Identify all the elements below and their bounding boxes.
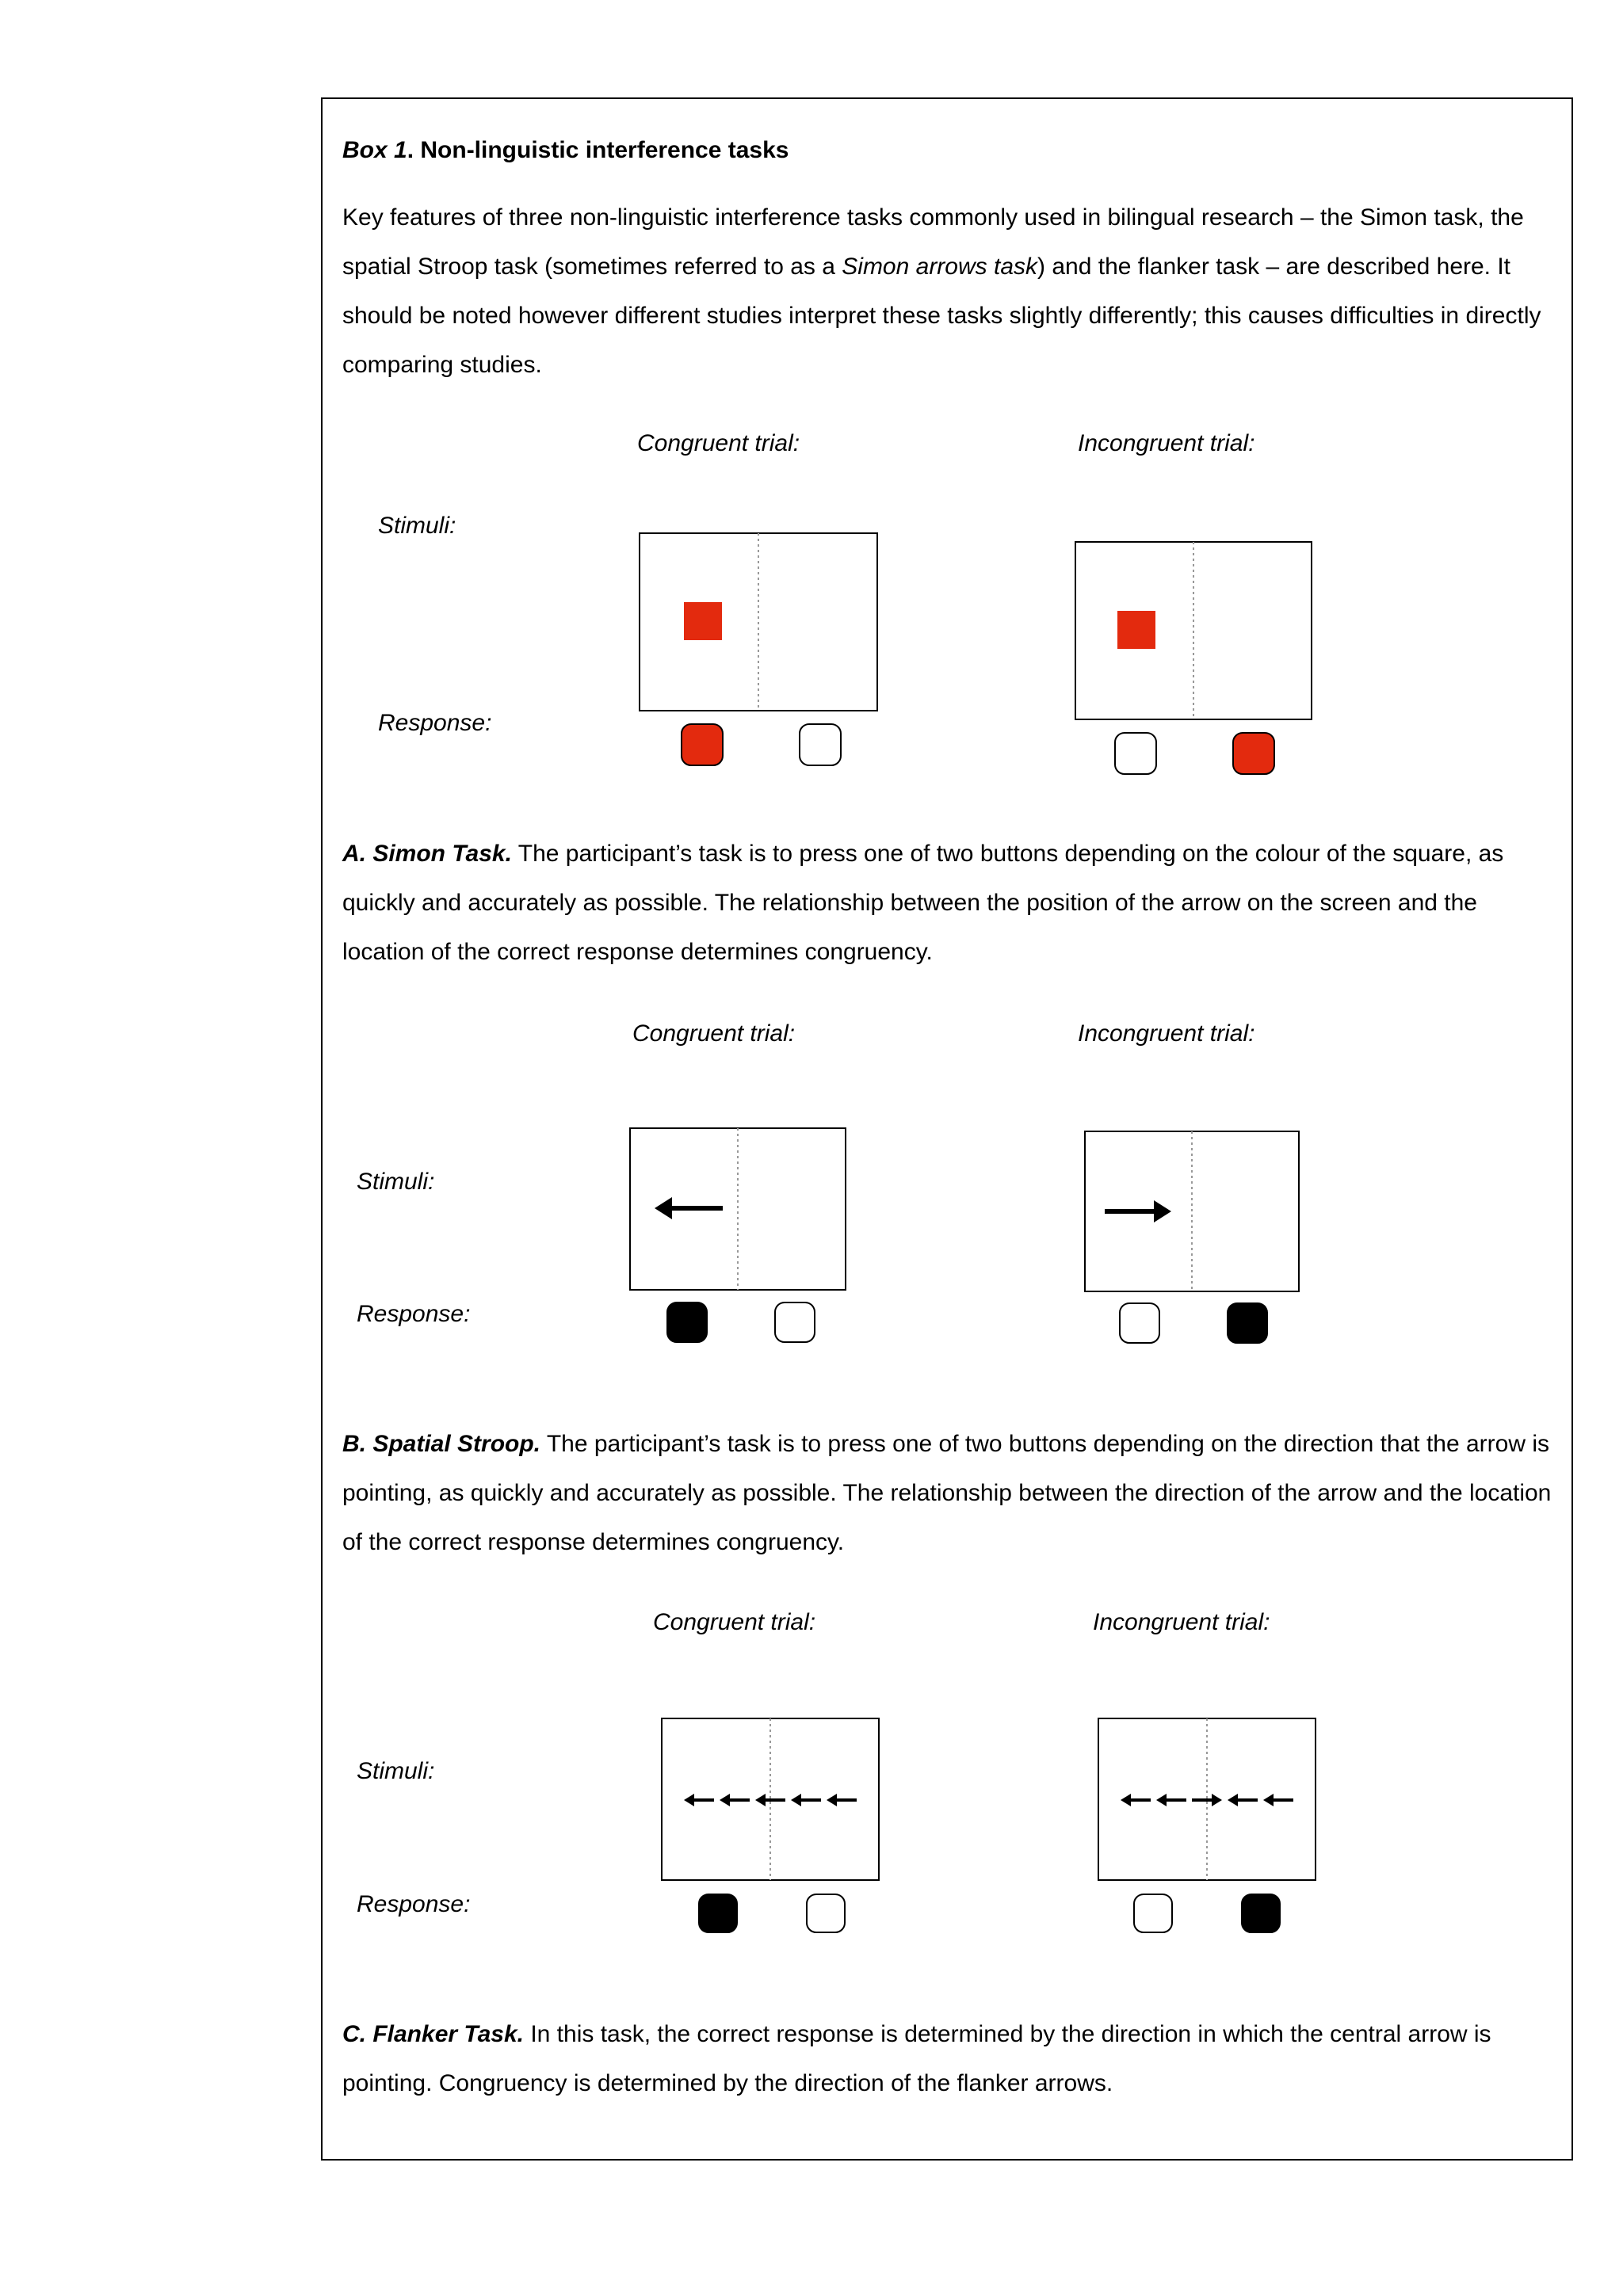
- b-congruent-label: Congruent trial:: [632, 1020, 796, 1047]
- response-button-right: [807, 1894, 845, 1932]
- section-b-paragraph: [342, 1420, 1555, 1567]
- c-congruent-label: Congruent trial:: [653, 1609, 816, 1635]
- response-button-right: [775, 1302, 815, 1342]
- c-incongruent-label: Incongruent trial:: [1093, 1609, 1270, 1635]
- intro-italic: Simon arrows task: [842, 254, 1038, 280]
- response-button-left-active: [699, 1894, 737, 1932]
- response-button-right: [800, 724, 841, 765]
- intro-text-2: ) and the flanker task – are described here. It should be noted however different studies interpret these tasks slightly differently; this causes difficulties in directly comparing studies.: [342, 254, 1541, 378]
- box-title: [342, 137, 789, 164]
- section-c-heading: C. Flanker Task.: [342, 2021, 524, 2047]
- section-a-text: The participant’s task is to press one of two buttons depending on the colour of the square, as quickly and accurately as possible. The relationship between the position of the arrow on the screen and the location of the correct response determines congruency.: [342, 841, 1504, 965]
- a-incongruent-label: Incongruent trial:: [1078, 430, 1255, 456]
- stroop-incongruent-figure: [1084, 1131, 1301, 1344]
- response-button-right-active: [1233, 733, 1274, 774]
- section-b-text: The participant’s task is to press one of two buttons depending on the direction that the arrow is pointing, as quickly and accurately as possible. The relationship between the direction of the arrow and the location of the correct response determines congruency.: [342, 1431, 1552, 1555]
- box-title-text: . Non-linguistic interference tasks: [407, 137, 789, 163]
- response-button-left: [1134, 1894, 1172, 1932]
- flanker-incongruent-figure: [1098, 1718, 1316, 1933]
- intro-paragraph: [342, 193, 1555, 390]
- c-stimuli-label: Stimuli:: [357, 1758, 435, 1784]
- red-square-stimulus: [1117, 611, 1155, 649]
- b-incongruent-label: Incongruent trial:: [1078, 1020, 1255, 1047]
- a-congruent-label: Congruent trial:: [637, 430, 800, 456]
- box-1-panel: [321, 97, 1573, 2161]
- response-button-left-active: [682, 724, 723, 765]
- a-stimuli-label: Stimuli:: [378, 513, 456, 539]
- b-response-label: Response:: [357, 1301, 471, 1327]
- intro-text-1: Key features of three non-linguistic interference tasks commonly used in bilingual research – the Simon task, the spatial Stroop task (sometimes referred to as a: [342, 204, 1524, 280]
- red-square-stimulus: [684, 602, 722, 640]
- box-label: Box 1: [342, 137, 407, 163]
- response-button-right-active: [1242, 1894, 1280, 1932]
- b-stimuli-label: Stimuli:: [357, 1169, 435, 1195]
- section-c-paragraph: [342, 2010, 1555, 2108]
- flanker-congruent-figure: [661, 1718, 880, 1933]
- response-button-left-active: [667, 1302, 707, 1342]
- simon-congruent-figure: [639, 532, 878, 754]
- response-button-left: [1120, 1303, 1159, 1343]
- section-b-heading: B. Spatial Stroop.: [342, 1431, 541, 1457]
- section-a-heading: A. Simon Task.: [342, 841, 512, 867]
- response-button-right-active: [1228, 1303, 1267, 1343]
- response-button-left: [1115, 733, 1156, 774]
- c-response-label: Response:: [357, 1891, 471, 1917]
- simon-incongruent-figure: [1075, 541, 1314, 763]
- section-a-paragraph: [342, 830, 1555, 977]
- stroop-congruent-figure: [629, 1127, 846, 1341]
- section-c-text: In this task, the correct response is determined by the direction in which the central arrow is pointing. Congruency is determined by the direction of the flanker arrows.: [342, 2021, 1491, 2096]
- a-response-label: Response:: [378, 710, 492, 736]
